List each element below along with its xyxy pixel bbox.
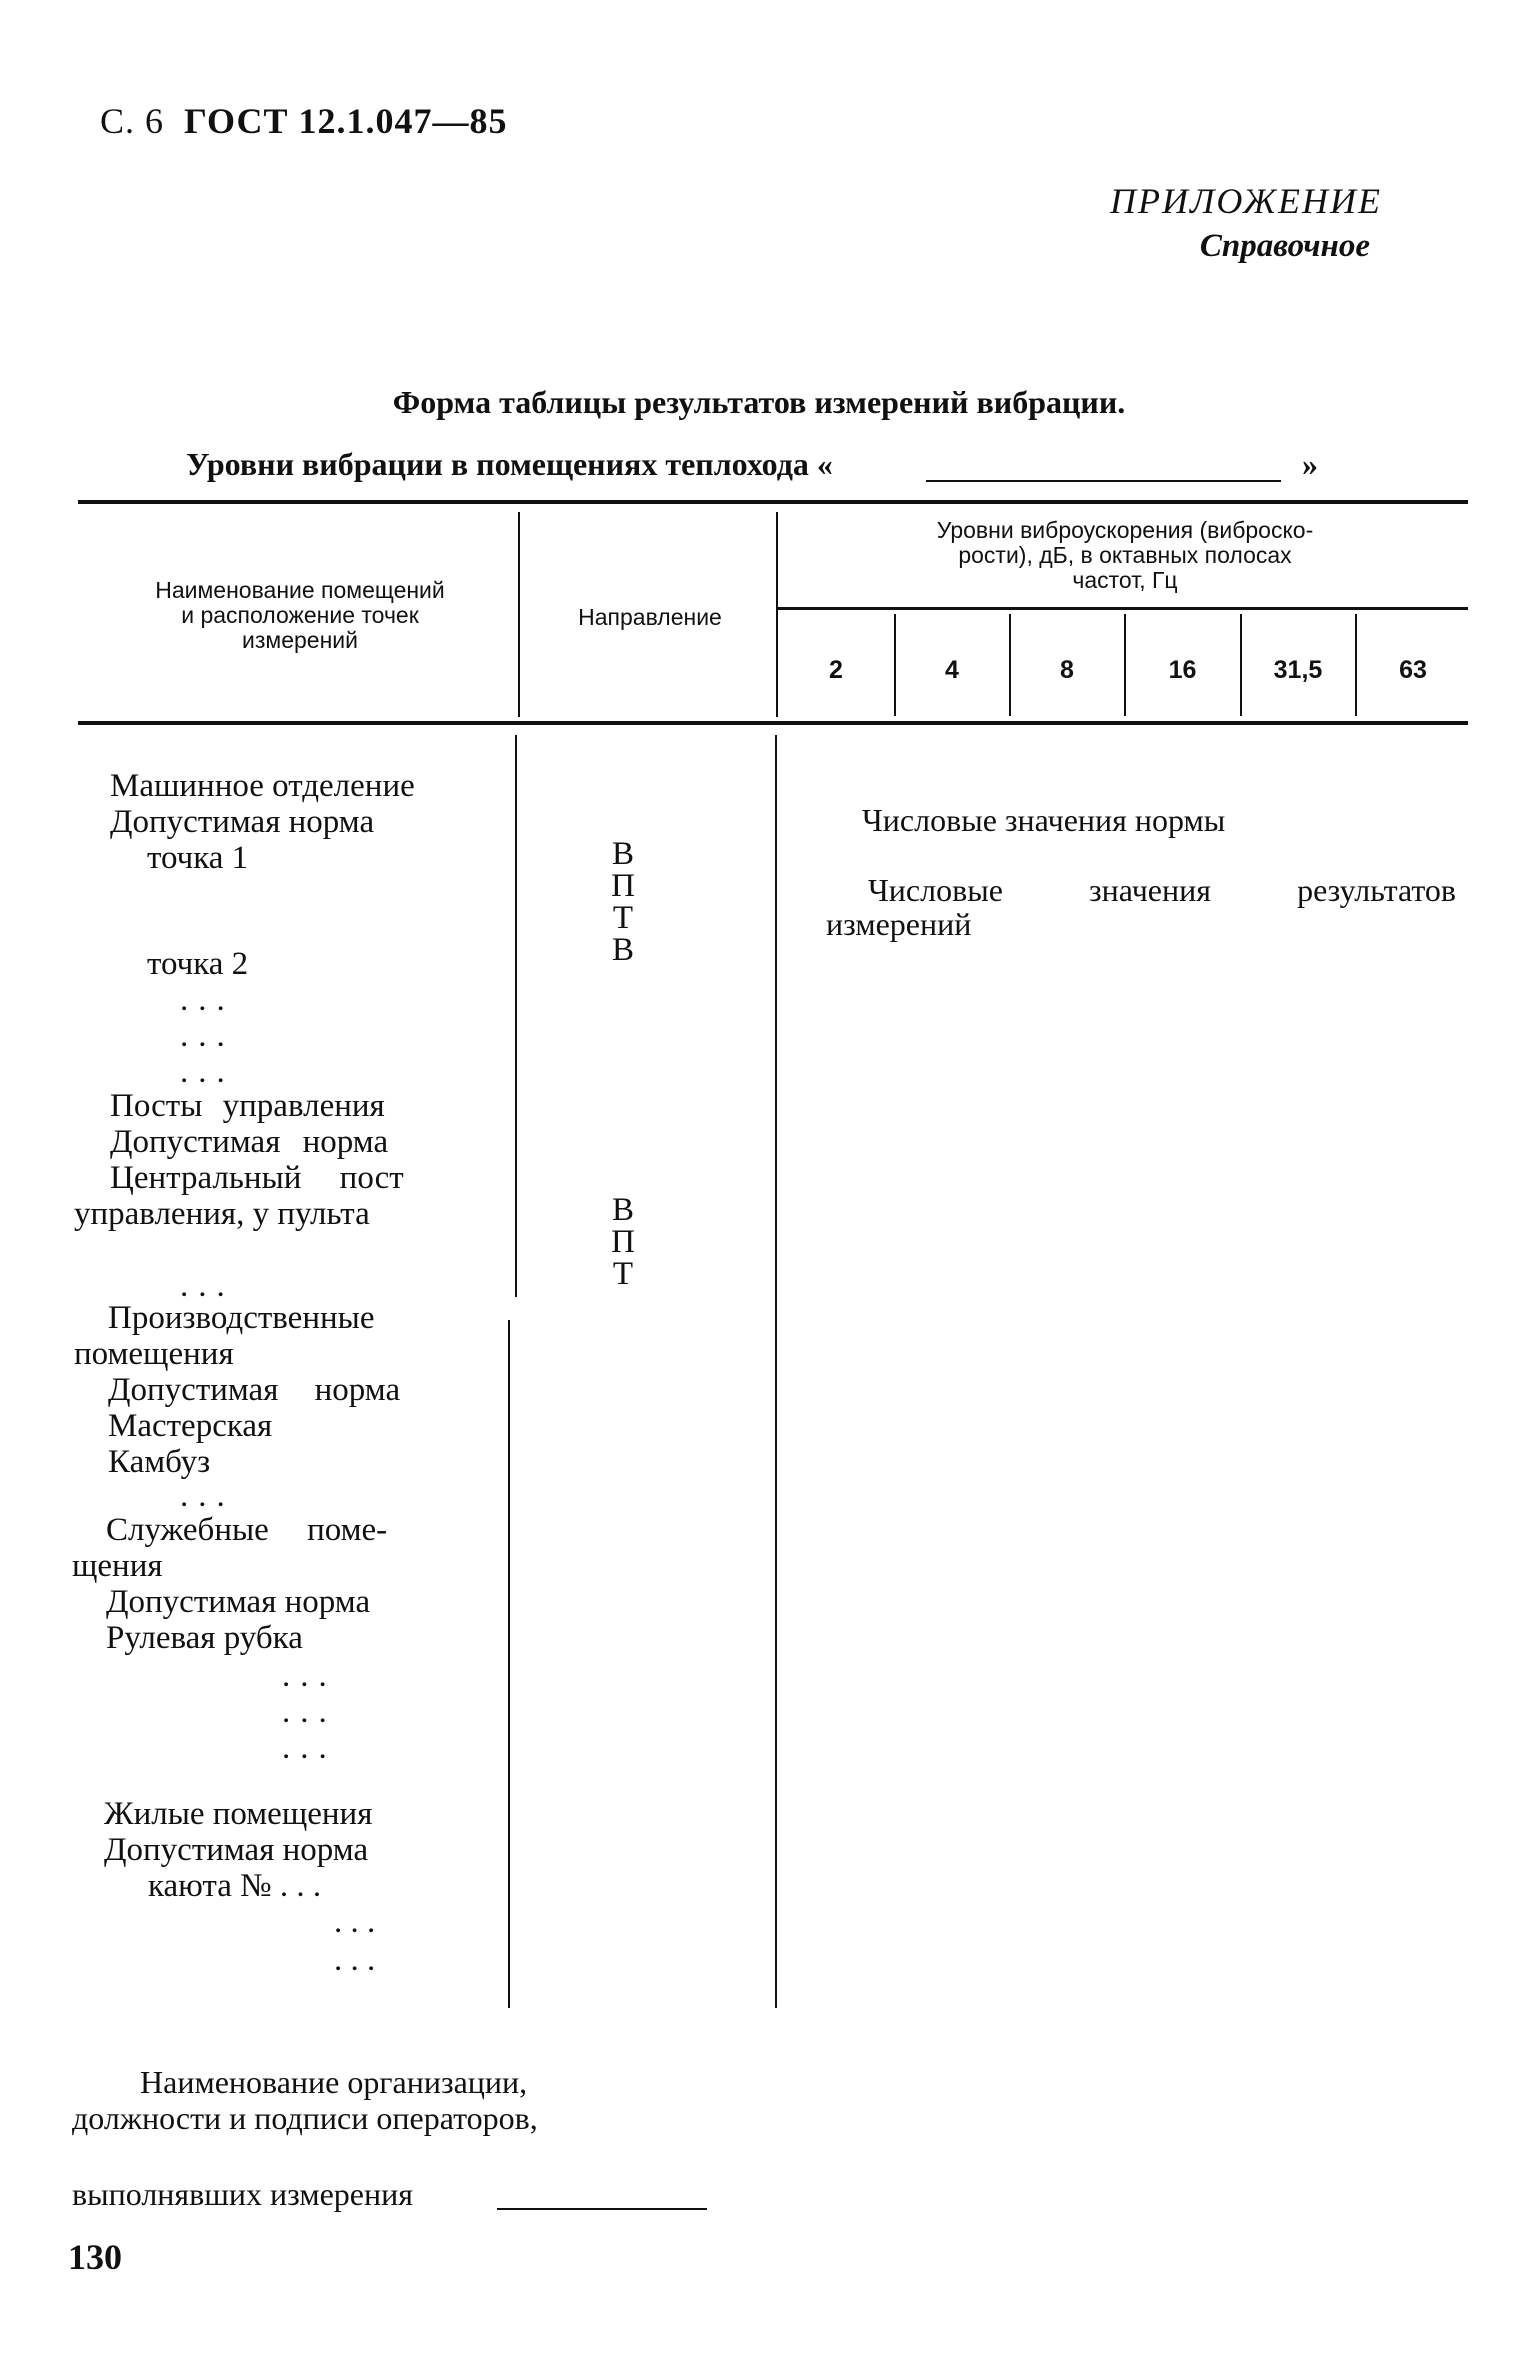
- note-norm-values: Числовые значения нормы: [862, 802, 1226, 838]
- row-dots-3: ...: [180, 1054, 235, 1090]
- row-control-posts: Посты управления: [110, 1088, 385, 1124]
- table-header-bottom-rule: [78, 721, 1468, 725]
- dir-central-v: В: [611, 1192, 634, 1228]
- page-header: [100, 100, 507, 142]
- row-point-2: точка 2: [147, 946, 249, 982]
- dir-point1-p: П: [611, 868, 635, 904]
- dir-central-p: П: [611, 1224, 635, 1260]
- row-dots-6: ...: [282, 1658, 337, 1694]
- row-galley: Камбуз: [108, 1444, 211, 1480]
- appendix-subtitle: Справочное: [1199, 228, 1370, 264]
- ship-name-blank: [926, 480, 1281, 482]
- row-wheelhouse: Рулевая рубка: [106, 1620, 303, 1656]
- footer-line-2: должности и подписи операторов,: [72, 2100, 538, 2136]
- row-production-1: Производственные: [108, 1300, 375, 1336]
- row-dots-5: ...: [180, 1478, 235, 1514]
- row-service-1: Служебные поме-: [106, 1512, 388, 1548]
- col-levels-header-line-1: Уровни виброускорения (виброско-: [936, 517, 1314, 543]
- row-dots-9: . . .: [334, 1904, 376, 1940]
- row-dots-7: ...: [282, 1694, 337, 1730]
- dir-point2-v: В: [611, 932, 634, 968]
- row-permissible-4: Допустимая норма: [106, 1584, 371, 1620]
- dir-point1-v: В: [611, 836, 634, 872]
- freq-63: 63: [1399, 656, 1427, 684]
- standard-code: ГОСТ 12.1.047—85: [184, 101, 508, 141]
- row-dots-8: ...: [282, 1730, 337, 1766]
- body-vrule-1a: [515, 735, 517, 1297]
- freq-vrule-4: [1240, 614, 1242, 716]
- freq-vrule-5: [1355, 614, 1357, 716]
- appendix-title: ПРИЛОЖЕНИЕ: [1110, 181, 1382, 221]
- note-result-values-1: Числовые значения результатов: [868, 872, 1456, 908]
- row-point-1: точка 1: [147, 840, 249, 876]
- header-vrule-2: [776, 512, 778, 717]
- row-dots-1: ...: [180, 982, 235, 1018]
- col-levels-header-line-2: рости), дБ, в октавных полосах: [958, 541, 1292, 568]
- page-ref: С. 6: [100, 101, 165, 141]
- dir-point1-t: Т: [612, 900, 634, 936]
- row-cabin: каюта № . . .: [148, 1868, 322, 1904]
- row-central-post-2: управления, у пульта: [74, 1196, 370, 1232]
- freq-31-5: 31,5: [1273, 656, 1323, 684]
- col-direction-header: Направление: [578, 604, 722, 630]
- table-subtitle: Уровни вибрации в помещениях теплохода «: [186, 446, 833, 482]
- col-levels-header: [800, 518, 1450, 592]
- col-name-header-line-3: измерений: [242, 626, 358, 653]
- row-permissible-3: Допустимая норма: [108, 1372, 401, 1408]
- header-vrule-1: [518, 512, 520, 717]
- row-dots-4: ...: [180, 1268, 235, 1304]
- signature-blank: [497, 2208, 707, 2210]
- row-permissible-2: Допустимая норма: [110, 1124, 389, 1160]
- body-vrule-2: [775, 735, 777, 2008]
- row-dots-10: . . .: [334, 1942, 376, 1978]
- footer-line-3: выполнявших измерения: [72, 2176, 413, 2212]
- freq-vrule-1: [894, 614, 896, 716]
- row-permissible-5: Допустимая норма: [104, 1832, 369, 1868]
- row-service-2: щения: [72, 1548, 163, 1584]
- freq-16: 16: [1168, 656, 1197, 684]
- row-permissible-1: Допустимая норма: [110, 804, 375, 840]
- row-central-post-1: Центральный пост: [110, 1160, 404, 1196]
- freq-8: 8: [1060, 656, 1074, 684]
- row-living: Жилые помещения: [104, 1796, 373, 1832]
- col-name-header-line-1: Наименование помещений: [155, 577, 445, 603]
- row-dots-2: ...: [180, 1018, 235, 1054]
- freq-vrule-3: [1124, 614, 1126, 716]
- col-levels-header-line-3: частот, Гц: [1072, 566, 1178, 593]
- col-name-header: [100, 578, 500, 652]
- freq-vrule-2: [1009, 614, 1011, 716]
- body-vrule-1b: [508, 1320, 510, 2008]
- col-name-header-line-2: и расположение точек: [181, 601, 419, 628]
- table-top-rule: [78, 500, 1468, 504]
- row-workshop: Мастерская: [108, 1408, 273, 1444]
- freq-4: 4: [945, 656, 959, 684]
- row-production-2: помещения: [74, 1336, 234, 1372]
- freq-divider-rule: [777, 607, 1468, 610]
- note-result-values-2: измерений: [826, 906, 972, 942]
- table-subtitle-close: »: [1302, 446, 1318, 482]
- page-number: 130: [68, 2237, 122, 2277]
- row-engine-room: Машинное отделение: [110, 768, 415, 804]
- dir-central-t: Т: [612, 1256, 634, 1292]
- table-title: Форма таблицы результатов измерений вибрации.: [392, 384, 1126, 420]
- freq-2: 2: [829, 656, 843, 684]
- footer-line-1: Наименование организации,: [140, 2064, 528, 2100]
